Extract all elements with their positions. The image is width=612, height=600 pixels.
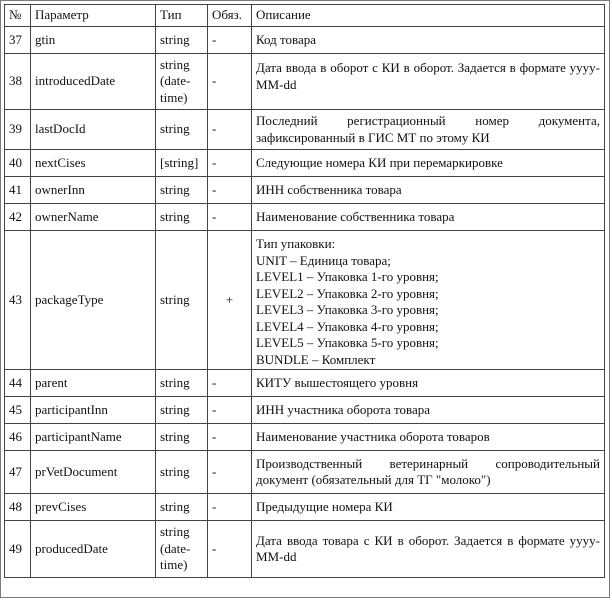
table-row	[5, 177, 605, 204]
row-required: -	[208, 27, 252, 54]
row-param: participantInn	[31, 397, 156, 424]
row-type: string	[156, 204, 208, 231]
row-desc: Следующие номера КИ при перемаркировке	[252, 150, 605, 177]
row-required: -	[208, 521, 252, 578]
row-num: 42	[5, 204, 31, 231]
table-header-row	[5, 5, 605, 27]
row-required: -	[208, 397, 252, 424]
row-num: 39	[5, 110, 31, 150]
row-type: string (date-time)	[156, 54, 208, 110]
header-num: №	[5, 5, 31, 27]
row-required: -	[208, 494, 252, 521]
package-type-line: LEVEL1 – Упаковка 1-го уровня;	[256, 269, 439, 284]
table-row	[5, 27, 605, 54]
row-num: 43	[5, 231, 31, 370]
row-type: string	[156, 424, 208, 451]
row-param: introducedDate	[31, 54, 156, 110]
table-row	[5, 150, 605, 177]
table-row	[5, 110, 605, 150]
row-required: -	[208, 451, 252, 494]
table-row	[5, 451, 605, 494]
row-num: 37	[5, 27, 31, 54]
row-desc: Дата ввода в оборот с КИ в оборот. Задается в формате yyyy-MM-dd	[252, 54, 605, 110]
table-row	[5, 231, 605, 370]
row-type: string	[156, 370, 208, 397]
row-desc: Производственный ветеринарный сопроводительный документ (обязательный для ТГ "молоко")	[252, 451, 605, 494]
row-type: string	[156, 27, 208, 54]
row-param: nextCises	[31, 150, 156, 177]
row-param: packageType	[31, 231, 156, 370]
header-required: Обяз.	[208, 5, 252, 27]
row-param: ownerInn	[31, 177, 156, 204]
row-param: gtin	[31, 27, 156, 54]
row-desc: ИНН участника оборота товара	[252, 397, 605, 424]
row-num: 41	[5, 177, 31, 204]
row-param: parent	[31, 370, 156, 397]
row-type: [string]	[156, 150, 208, 177]
package-type-line: LEVEL4 – Упаковка 4-го уровня;	[256, 318, 439, 334]
row-desc: ИНН собственника товара	[252, 177, 605, 204]
row-num: 47	[5, 451, 31, 494]
row-num: 38	[5, 54, 31, 110]
row-type: string	[156, 494, 208, 521]
row-param: ownerName	[31, 204, 156, 231]
package-type-line: Тип упаковки:	[256, 236, 336, 251]
package-type-line: LEVEL3 – Упаковка 3-го уровня;	[256, 302, 439, 317]
row-type: string (date-time)	[156, 521, 208, 578]
package-type-line: LEVEL5 – Упаковка 5-го уровня;	[256, 335, 439, 350]
row-required: -	[208, 150, 252, 177]
table-row	[5, 494, 605, 521]
header-desc: Описание	[252, 5, 605, 27]
row-type: string	[156, 231, 208, 370]
row-num: 48	[5, 494, 31, 521]
row-required: -	[208, 177, 252, 204]
row-desc: Наименование собственника товара	[252, 204, 605, 231]
row-required: -	[208, 204, 252, 231]
row-required: +	[208, 231, 252, 370]
package-type-line: UNIT – Единица товара;	[256, 252, 391, 268]
row-param: prVetDocument	[31, 451, 156, 494]
table-row	[5, 424, 605, 451]
row-required: -	[208, 54, 252, 110]
row-desc: КИТУ вышестоящего уровня	[252, 370, 605, 397]
row-desc: Последний регистрационный номер документа, зафиксированный в ГИС МТ по этому КИ	[252, 110, 605, 150]
row-param: producedDate	[31, 521, 156, 578]
table-row	[5, 397, 605, 424]
package-type-line: BUNDLE – Комплект	[256, 351, 376, 367]
row-type: string	[156, 177, 208, 204]
row-type: string	[156, 397, 208, 424]
row-param: prevCises	[31, 494, 156, 521]
header-type: Тип	[156, 5, 208, 27]
row-required: -	[208, 110, 252, 150]
row-param: participantName	[31, 424, 156, 451]
table-row	[5, 370, 605, 397]
table-row	[5, 54, 605, 110]
row-required: -	[208, 424, 252, 451]
row-num: 45	[5, 397, 31, 424]
row-required: -	[208, 370, 252, 397]
row-num: 46	[5, 424, 31, 451]
header-param: Параметр	[31, 5, 156, 27]
row-num: 44	[5, 370, 31, 397]
row-type: string	[156, 110, 208, 150]
row-desc: Наименование участника оборота товаров	[252, 424, 605, 451]
row-desc: Код товара	[252, 27, 605, 54]
package-type-line: LEVEL2 – Упаковка 2-го уровня;	[256, 285, 439, 301]
row-num: 40	[5, 150, 31, 177]
row-desc: Предыдущие номера КИ	[252, 494, 605, 521]
row-num: 49	[5, 521, 31, 578]
row-desc: Дата ввода товара с КИ в оборот. Задается в формате yyyy-MM-dd	[252, 521, 605, 578]
row-type: string	[156, 451, 208, 494]
row-desc	[252, 231, 605, 370]
row-param: lastDocId	[31, 110, 156, 150]
parameters-table	[4, 4, 605, 578]
table-row	[5, 521, 605, 578]
table-row	[5, 204, 605, 231]
